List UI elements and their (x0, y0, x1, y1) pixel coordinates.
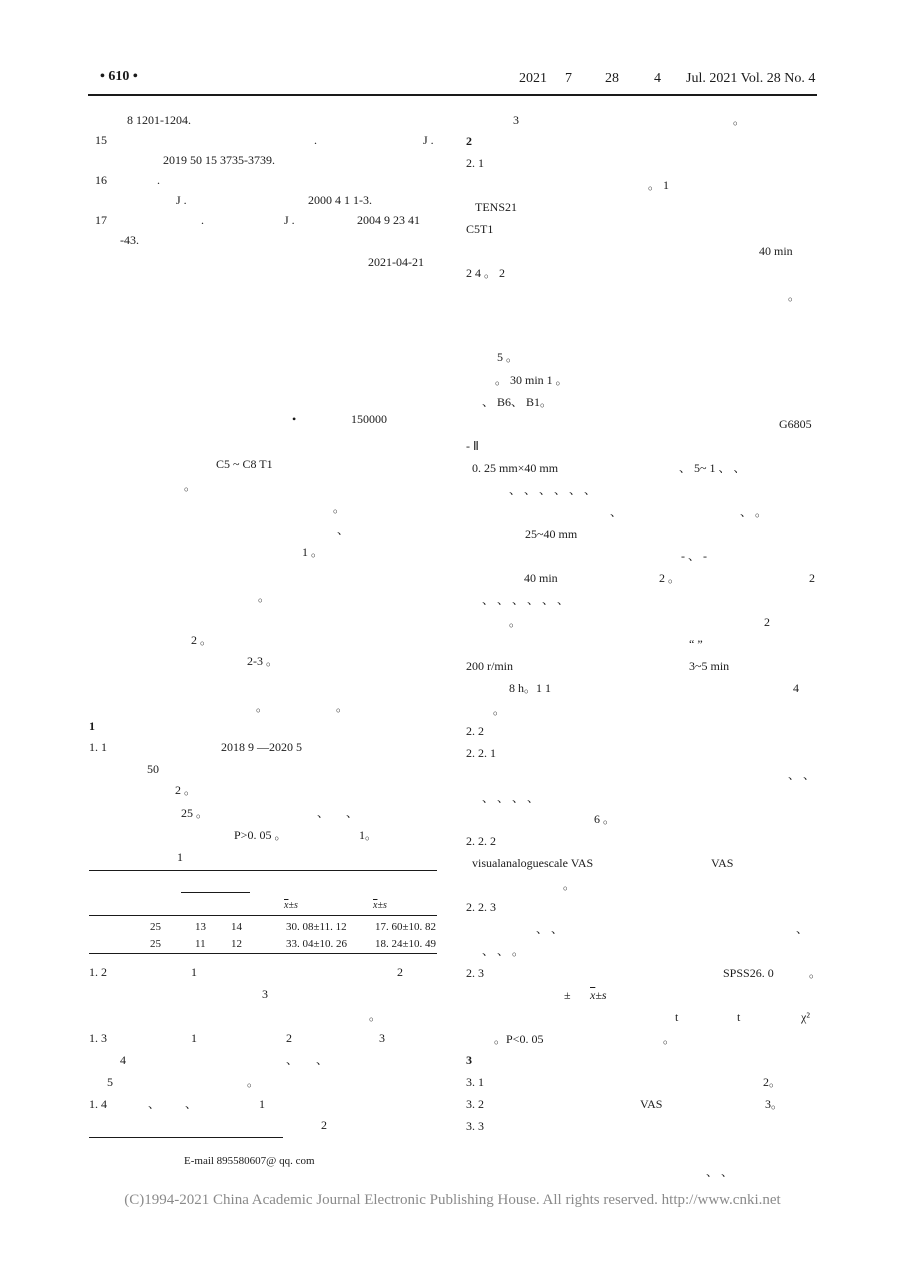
right-fragment-52: t (737, 1010, 741, 1024)
journal-issue: 4 (654, 71, 661, 86)
right-fragment-6: C5T1 (466, 222, 494, 236)
table-head-mean-1: $\overline{x}\pm s$ (284, 900, 298, 911)
section-fragment-1: 1. 1 (89, 740, 107, 754)
right-fragment-2: 2 (466, 134, 472, 148)
abstract-fragment-6: 1 。 (302, 545, 324, 559)
abstract-fragment-2: C5 ~ C8 T1 (216, 457, 273, 471)
abstract-fragment-0: • (292, 412, 297, 426)
mean-sd-symbol: $\overline{x}\pm s$ (590, 988, 607, 1002)
right-fragment-58: 2。 (763, 1075, 782, 1089)
right-fragment-20: 25~40 mm (525, 527, 578, 541)
section-fragment-7: 、 (346, 806, 359, 820)
right-fragment-51: t (675, 1010, 679, 1024)
right-fragment-4: 。 1 (648, 178, 670, 192)
section-fragment-3: 50 (147, 762, 159, 776)
methods-fragment-5: 1. 3 (89, 1031, 107, 1045)
right-fragment-43: 2. 2. 3 (466, 900, 496, 914)
right-fragment-41: VAS (711, 856, 734, 870)
abstract-fragment-4: 。 (333, 501, 346, 515)
right-fragment-28: “ ” (689, 637, 703, 651)
abstract-fragment-1: 150000 (351, 412, 387, 426)
table-cell: 12 (231, 938, 242, 950)
reference-fragment-5: 16 (95, 173, 107, 187)
reference-fragment-10: . (201, 213, 204, 227)
table-cell: 30. 08±11. 12 (286, 921, 347, 933)
table-bottom-rule (89, 953, 437, 954)
table-cell: 13 (195, 921, 206, 933)
methods-fragment-6: 1 (191, 1031, 197, 1045)
right-fragment-30: 3~5 min (689, 659, 730, 673)
author-email: E-mail 895580607@ qq. com (184, 1155, 315, 1167)
right-fragment-26: 。 (509, 615, 522, 629)
journal-month: 7 (565, 71, 572, 86)
right-fragment-27: 2 (764, 615, 770, 629)
table-cell: 25 (150, 921, 161, 933)
methods-fragment-16: 、 (185, 1097, 198, 1111)
right-fragment-13: G6805 (779, 417, 812, 431)
abstract-fragment-9: 2-3 。 (247, 654, 278, 668)
right-fragment-39: 2. 2. 2 (466, 834, 496, 848)
table-cell: 14 (231, 921, 242, 933)
right-fragment-60: VAS (640, 1097, 663, 1111)
reference-fragment-1: 15 (95, 133, 107, 147)
right-fragment-1: 。 (733, 113, 746, 127)
footnote-rule (89, 1137, 283, 1138)
section-fragment-4: 2 。 (175, 783, 197, 797)
journal-volume: 28 (605, 71, 619, 86)
right-fragment-54: 。P<0. 05 (494, 1032, 544, 1046)
table-cell: 11 (195, 938, 206, 950)
section-fragment-10: 1 (177, 850, 183, 864)
right-fragment-12: 、 B6、 B1。 (482, 395, 553, 409)
header-rule (88, 94, 817, 96)
section-fragment-9: 1。 (359, 828, 378, 842)
reference-fragment-3: J . (423, 133, 434, 147)
right-fragment-49: 。 (809, 966, 822, 980)
journal-citation: Jul. 2021 Vol. 28 No. 4 (686, 71, 816, 86)
right-fragment-31: 8 h。1 1 (509, 681, 552, 695)
abstract-fragment-11: 。 (336, 700, 349, 714)
right-fragment-38: 6 。 (594, 812, 616, 826)
section-fragment-0: 1 (89, 719, 95, 733)
right-fragment-50: ± (564, 988, 571, 1002)
reference-fragment-4: 2019 50 15 3735-3739. (163, 153, 275, 167)
abstract-fragment-3: 。 (184, 479, 197, 493)
right-fragment-35: 2. 2. 1 (466, 746, 496, 760)
reference-fragment-2: . (314, 133, 317, 147)
methods-fragment-9: 4 (120, 1053, 126, 1067)
table-cell: 17. 60±10. 82 (375, 921, 437, 933)
right-fragment-62: 3. 3 (466, 1119, 484, 1133)
right-fragment-56: 3 (466, 1053, 472, 1067)
reference-fragment-6: . (157, 173, 160, 187)
right-fragment-33: 。 (493, 703, 506, 717)
methods-fragment-7: 2 (286, 1031, 292, 1045)
right-fragment-42: 。 (563, 878, 576, 892)
methods-fragment-12: 5 (107, 1075, 113, 1089)
right-fragment-63: 、 、 (706, 1165, 734, 1179)
right-fragment-14: - Ⅱ (466, 439, 479, 453)
abstract-fragment-8: 2 。 (191, 633, 213, 647)
reference-fragment-13: -43. (120, 233, 139, 247)
abstract-fragment-10: 。 (256, 700, 269, 714)
right-fragment-61: 3。 (765, 1097, 784, 1111)
right-fragment-29: 200 r/min (466, 659, 513, 673)
right-fragment-46: 、 、 。 (482, 944, 525, 958)
right-fragment-32: 4 (793, 681, 799, 695)
right-fragment-25: 、 、 、 、 、 、 (482, 593, 570, 607)
table-group-rule (181, 892, 250, 893)
methods-fragment-11: 、 (316, 1053, 329, 1067)
right-fragment-21: - 、 - (681, 549, 707, 563)
methods-fragment-18: 2 (321, 1118, 327, 1132)
right-fragment-55: 。 (663, 1032, 676, 1046)
right-fragment-57: 3. 1 (466, 1075, 484, 1089)
right-fragment-22: 40 min (524, 571, 558, 585)
right-fragment-0: 3 (513, 113, 519, 127)
methods-fragment-17: 1 (259, 1097, 265, 1111)
right-fragment-37: 、 、 、 、 (482, 791, 540, 805)
methods-fragment-1: 1 (191, 965, 197, 979)
methods-fragment-14: 1. 4 (89, 1097, 107, 1111)
table-top-rule (89, 870, 437, 871)
reference-fragment-9: 17 (95, 213, 107, 227)
right-fragment-44: 、 、 (536, 922, 564, 936)
right-fragment-40: visualanaloguescale VAS (472, 856, 594, 870)
right-fragment-10: 5 。 (497, 350, 519, 364)
methods-fragment-10: 、 (286, 1053, 299, 1067)
reference-fragment-14: 2021-04-21 (368, 255, 424, 269)
table-cell: 33. 04±10. 26 (286, 938, 348, 950)
right-fragment-36: 、 、 (788, 768, 816, 782)
right-fragment-8: 2 4 。 2 (466, 266, 506, 280)
table-mid-rule (89, 915, 437, 916)
table-cell: 18. 24±10. 49 (375, 938, 437, 950)
reference-fragment-0: 8 1201-1204. (127, 113, 191, 127)
abstract-fragment-5: 、 (337, 523, 350, 537)
table-head-mean-2: $\overline{x}\pm s$ (373, 900, 387, 911)
right-fragment-45: 、 (796, 922, 809, 936)
section-fragment-2: 2018 9 —2020 5 (221, 740, 302, 754)
right-fragment-3: 2. 1 (466, 156, 484, 170)
methods-fragment-0: 1. 2 (89, 965, 107, 979)
reference-fragment-8: 2000 4 1 1-3. (308, 193, 372, 207)
methods-fragment-4: 。 (369, 1009, 382, 1023)
journal-year: 2021 (519, 71, 547, 86)
right-fragment-11: 。 30 min 1 。 (495, 373, 568, 387)
right-fragment-19: 、 。 (740, 505, 768, 519)
methods-fragment-8: 3 (379, 1031, 385, 1045)
section-fragment-5: 25 。 (181, 806, 209, 820)
methods-fragment-3: 3 (262, 987, 268, 1001)
right-fragment-17: 、 、 、 、 、 、 (509, 483, 597, 497)
right-fragment-59: 3. 2 (466, 1097, 484, 1111)
right-fragment-34: 2. 2 (466, 724, 484, 738)
section-fragment-6: 、 (317, 806, 330, 820)
right-fragment-9: 。 (788, 289, 801, 303)
right-fragment-53: χ² (801, 1010, 810, 1024)
methods-fragment-13: 。 (247, 1075, 260, 1089)
right-fragment-47: 2. 3 (466, 966, 484, 980)
reference-fragment-12: 2004 9 23 41 (357, 213, 420, 227)
methods-fragment-15: 、 (148, 1097, 161, 1111)
table-cell: 25 (150, 938, 161, 950)
right-fragment-24: 2 (809, 571, 815, 585)
abstract-fragment-7: 。 (258, 590, 271, 604)
right-fragment-16: 、 5~ 1 、 、 (679, 461, 746, 475)
reference-fragment-7: J . (176, 193, 187, 207)
right-fragment-7: 40 min (759, 244, 793, 258)
reference-fragment-11: J . (284, 213, 295, 227)
methods-fragment-2: 2 (397, 965, 403, 979)
copyright-footer: (C)1994-2021 China Academic Journal Electronic Publishing House. All rights reserved. http://www.cnki.net (124, 1192, 781, 1208)
right-fragment-23: 2 。 (659, 571, 681, 585)
section-fragment-8: P>0. 05 。 (234, 828, 287, 842)
page-number: • 610 • (100, 69, 138, 84)
right-fragment-18: 、 (610, 505, 623, 519)
right-fragment-48: SPSS26. 0 (723, 966, 774, 980)
right-fragment-5: TENS21 (475, 200, 517, 214)
right-fragment-15: 0. 25 mm×40 mm (472, 461, 559, 475)
